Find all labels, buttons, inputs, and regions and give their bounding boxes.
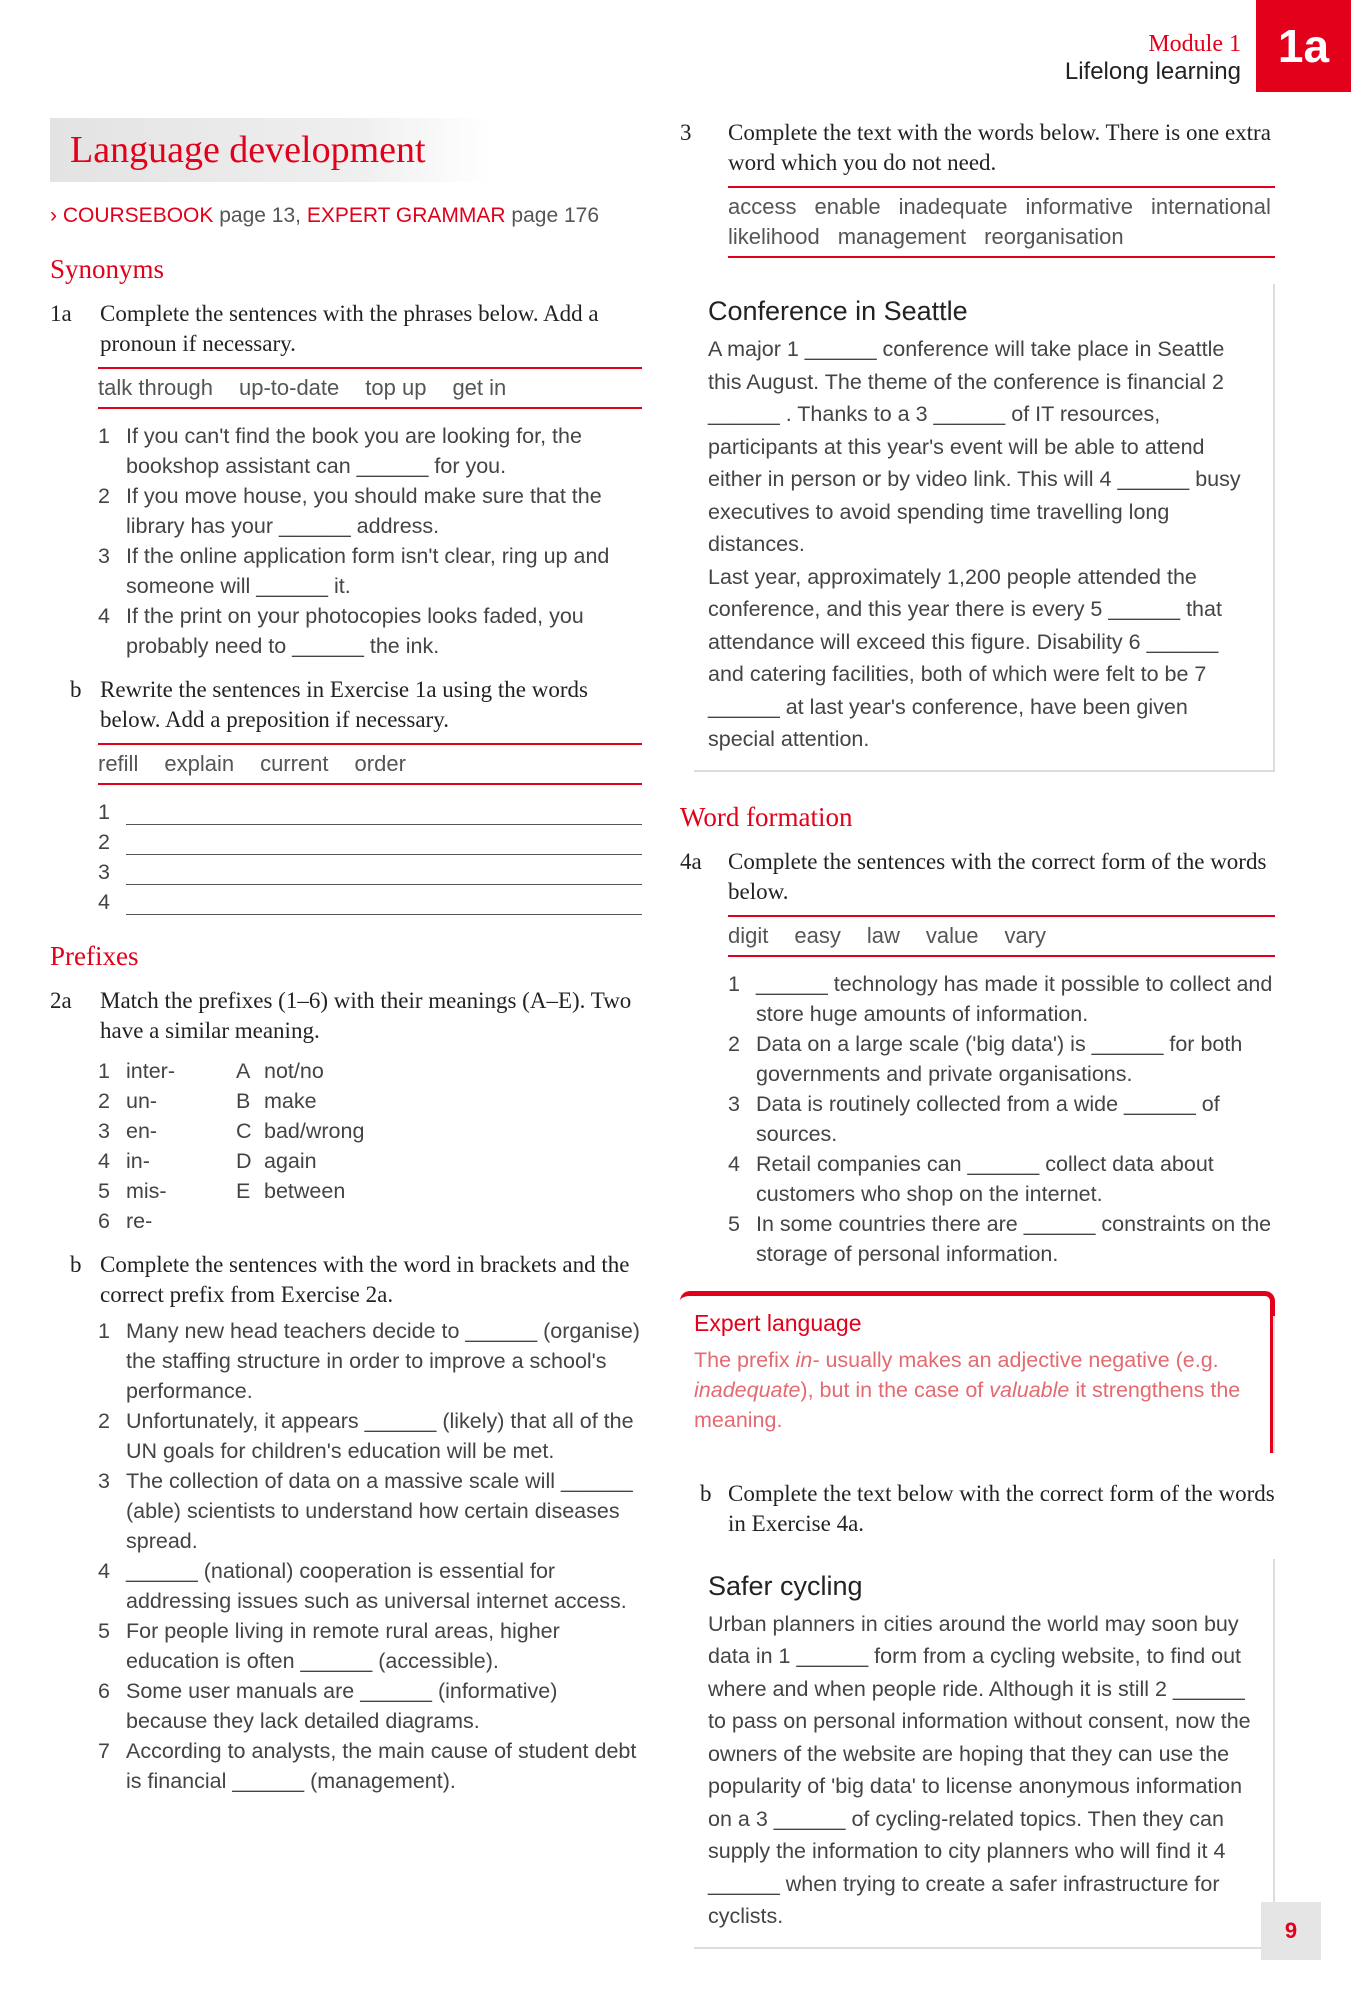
exercise-1b [50,675,642,735]
text-title: Safer cycling [708,1570,863,1601]
exercise-2b [50,1250,642,1310]
exercise-instruction: Complete the sentences with the phrases below. Add a pronoun if necessary. [100,301,599,356]
list-item: 6 Some user manuals are ______ (informative) because they lack detailed diagrams. [98,1679,558,1733]
writing-line[interactable]: 1 [98,795,642,825]
reading-text-seattle [694,284,1275,772]
writing-line[interactable]: 4 [98,885,642,915]
prefix: re- [126,1209,153,1233]
word: get in [452,375,507,400]
exercise-3 [680,118,1275,178]
word: vary [1004,922,1047,948]
grammar-link: EXPERT GRAMMAR [306,204,506,227]
exercise-instruction: Complete the sentences with the word in brackets and the correct prefix from Exercise 2a. [100,1252,630,1307]
exercise-instruction: Complete the text below with the correct form of the words in Exercise 4a. [728,1480,1275,1536]
word: digit [728,922,769,948]
list-item: 3 Data is routinely collected from a wide ______ of sources. [728,1091,1220,1146]
prefix: mis- [126,1179,167,1203]
expert-text: The prefix in- usually makes an adjective negative (e.g. inadequate), but in the case of valuable it strengthens the meaning. [694,1347,1241,1432]
meaning: not/no [264,1059,324,1083]
coursebook-page: page 13, [219,204,301,227]
synonyms-heading: Synonyms [50,254,165,284]
word: easy [794,922,841,948]
text-paragraph: A major 1 ______ conference will take place in Seattle this August. The theme of the conference is financial 2 ______ . Thanks to a 3 ______ of IT resources, participants at this year's event will be able to attend either in person or by video link. This will 4 ______ busy executives to avoid spending time travelling long distances. [708,337,1241,556]
exercise-number: 1a [50,301,72,326]
exercise-number: 3 [680,120,692,145]
exercise-number: b [700,1480,712,1506]
list-item: 7 According to analysts, the main cause of student debt is financial ______ (management). [98,1739,637,1793]
unit-tab: 1a [1256,0,1351,92]
word: access [728,194,797,219]
word: value [925,922,979,948]
exercise-number: b [70,677,82,702]
list-item: 1 ______ technology has made it possible to collect and store huge amounts of information. [728,971,1273,1026]
grammar-page: page 176 [511,204,600,227]
word: reorganisation [984,224,1124,249]
matching-table [98,1056,642,1236]
prefixes-heading: Prefixes [50,941,139,971]
prefix: en- [126,1119,158,1143]
reference-line [50,204,642,228]
word: likelihood [728,224,820,249]
list-item: 2 If you move house, you should make sure that the library has your ______ address. [98,484,602,538]
writing-line[interactable]: 3 [98,855,642,885]
word: talk through [98,375,213,400]
exercise-number: b [70,1252,82,1277]
module-header [1065,30,1241,86]
list-item: 4 Retail companies can ______ collect data about customers who shop on the internet. [728,1151,1214,1206]
list-2b [98,1316,642,1796]
text-title: Conference in Seattle [708,296,968,326]
meaning: make [264,1089,317,1113]
left-column [50,118,642,1796]
prefix: in- [126,1149,150,1173]
module-label: Module 1 [1148,31,1241,57]
meaning-column: A not/no B make C bad/wrong D again E between [236,1056,364,1236]
list-item: 4 ______ (national) cooperation is essential for addressing issues such as universal internet access. [98,1559,627,1613]
word: international [1151,194,1271,219]
right-column [680,118,1275,1949]
meaning: between [264,1179,346,1203]
word-box-3 [728,186,1275,258]
list-4a [728,969,1275,1269]
exercise-2a [50,986,642,1046]
list-item: 5 For people living in remote rural areas, higher education is often ______ (accessible). [98,1619,560,1673]
list-item: 2 Data on a large scale ('big data') is ______ for both governments and private organisations. [728,1031,1243,1086]
writing-lines-1b [98,795,642,915]
exercise-number: 4a [680,848,702,874]
prefix: inter- [126,1059,175,1083]
word: order [354,751,406,776]
word-box-1a [98,367,642,409]
meaning: again [264,1149,317,1173]
expert-language-box [680,1291,1275,1453]
word: current [260,751,329,776]
word-formation-heading: Word formation [680,801,853,832]
exercise-1a [50,299,642,359]
word: explain [164,751,235,776]
arrow-icon: › [50,204,57,227]
module-subtitle: Lifelong learning [1064,58,1241,85]
word: informative [1025,194,1134,219]
page-title: Language development [70,129,426,171]
exercise-instruction: Match the prefixes (1–6) with their meanings (A–E). Two have a similar meaning. [100,988,632,1043]
word-box-1b [98,743,642,785]
word: up-to-date [238,375,340,400]
exercise-4b [680,1479,1275,1539]
coursebook-link: COURSEBOOK [62,204,214,227]
writing-line[interactable]: 2 [98,825,642,855]
text-paragraph: Last year, approximately 1,200 people attended the conference, and this year there is every 5 ______ that attendance will exceed this figure. Disability 6 ______ and catering facilities, both of which were felt to be 7 ______ at last year's conference, have been given special attention. [708,564,1222,751]
word: inadequate [898,194,1008,219]
exercise-instruction: Complete the sentences with the correct form of the words below. [728,848,1267,904]
word: management [837,224,967,249]
text-paragraph: Urban planners in cities around the world may soon buy data in 1 ______ form from a cycling website, to find out where and when people ride. Although it is still 2 ______ to pass on personal information without consent, now the owners of the website are hoping that they can use the popularity of 'big data' to license anonymous information on a 3 ______ of cycling-related topics. Then they can supply the information to city planners who will find it 4 ______ when trying to create a safer infrastructure for cyclists. [708,1611,1251,1928]
list-item: 1 Many new head teachers decide to ______ (organise) the staffing structure in order to improve a school's performance. [98,1319,640,1403]
exercise-number: 2a [50,988,72,1013]
exercise-4a [680,847,1275,907]
expert-title: Expert language [694,1309,862,1336]
word: refill [98,751,139,776]
list-item: 2 Unfortunately, it appears ______ (likely) that all of the UN goals for children's education will be met. [98,1409,634,1463]
prefix-column: 1 inter- 2 un- 3 en- 4 in- 5 mis- 6 re- [98,1056,236,1236]
list-item: 1 If you can't find the book you are looking for, the bookshop assistant can ______ for you. [98,424,582,478]
exercise-instruction: Rewrite the sentences in Exercise 1a using the words below. Add a preposition if necessary. [100,677,588,732]
page-number: 9 [1261,1902,1321,1960]
list-item: 4 If the print on your photocopies looks faded, you probably need to ______ the ink. [98,604,584,658]
list-item: 3 If the online application form isn't clear, ring up and someone will ______ it. [98,544,610,598]
list-1a [98,421,642,661]
word-box-4a [728,915,1275,957]
reading-text-cycling [694,1559,1275,1949]
list-item: 3 The collection of data on a massive scale will ______ (able) scientists to understand how certain diseases spread. [98,1469,633,1553]
page-title-box [50,118,490,182]
list-item: 5 In some countries there are ______ constraints on the storage of personal information. [728,1211,1272,1266]
meaning: bad/wrong [264,1119,365,1143]
word: law [866,922,900,948]
prefix: un- [126,1089,158,1113]
exercise-instruction: Complete the text with the words below. There is one extra word which you do not need. [728,120,1271,175]
word: enable [814,194,881,219]
word: top up [365,375,427,400]
